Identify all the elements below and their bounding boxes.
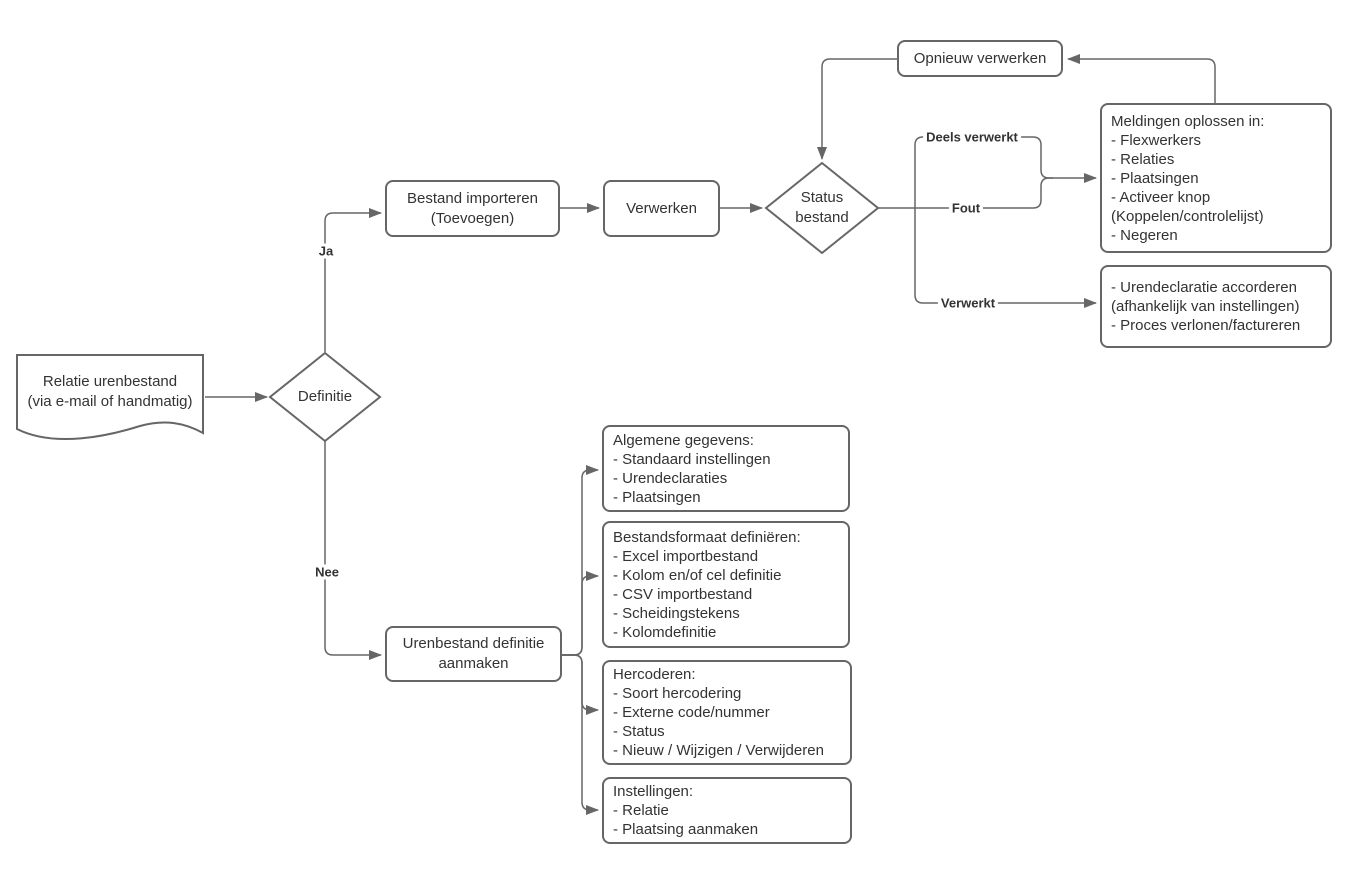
text-line: - Urendeclaratie accorderen xyxy=(1111,279,1297,296)
text-line: - Kolomdefinitie xyxy=(613,623,717,641)
edge-deels-verwerkt xyxy=(915,137,1053,208)
edge-label-deels-verwerkt: Deels verwerkt xyxy=(923,130,1021,145)
text-line: - Kolom en/of cel definitie xyxy=(613,566,782,584)
edge-nee xyxy=(325,441,381,655)
edge-label-verwerkt: Verwerkt xyxy=(938,296,998,311)
text-line: - Negeren xyxy=(1111,226,1178,244)
text-line: - Plaatsingen xyxy=(613,488,701,506)
text-line: - Plaatsingen xyxy=(1111,169,1199,187)
node-meldingen-oplossen xyxy=(1100,103,1332,253)
text-line: (Toevoegen) xyxy=(430,209,515,227)
text-line: - Excel importbestand xyxy=(613,547,759,565)
edge-def-to-bestandsformaat xyxy=(562,576,598,655)
text-line: Bestand importeren xyxy=(407,189,538,207)
node-relatie-urenbestand xyxy=(17,362,203,422)
node-urenbestand-definitie xyxy=(385,626,562,682)
text-line: Bestandsformaat definiëren: xyxy=(613,528,801,546)
text-line: - Urendeclaraties xyxy=(613,469,728,487)
text-line: - Relatie xyxy=(613,802,669,819)
text-line: Urenbestand definitie xyxy=(402,635,545,652)
node-opnieuw-verwerken xyxy=(897,40,1063,77)
text-line: Status xyxy=(800,189,844,206)
edge-label-nee: Nee xyxy=(312,565,342,580)
text-line: - Proces verlonen/factureren xyxy=(1111,317,1301,334)
edge-verwerkt xyxy=(915,208,1096,303)
text-line: (via e-mail of handmatig) xyxy=(27,393,193,410)
edge-label-ja: Ja xyxy=(316,244,336,259)
node-algemene-gegevens xyxy=(602,425,850,512)
node-status-bestand-label xyxy=(766,187,878,229)
text-line: - Status xyxy=(613,723,665,740)
edge-label-fout: Fout xyxy=(949,201,983,216)
edge-def-to-algemene xyxy=(562,470,598,655)
text-line: - Soort hercodering xyxy=(613,685,742,702)
text-line: - Flexwerkers xyxy=(1111,131,1202,149)
text-line: - CSV importbestand xyxy=(613,585,753,603)
text-line: aanmaken xyxy=(438,655,509,672)
node-verwerken xyxy=(603,180,720,237)
text-line: Relatie urenbestand xyxy=(42,373,178,390)
text-line: Hercoderen: xyxy=(613,666,696,683)
node-hercoderen xyxy=(602,660,852,765)
edge-fout xyxy=(878,178,1096,208)
text-line: (Koppelen/controlelijst) xyxy=(1111,207,1264,225)
text-line: Verwerken xyxy=(626,199,697,217)
text-line: - Nieuw / Wijzigen / Verwijderen xyxy=(613,742,824,759)
text-line: Definitie xyxy=(297,388,353,405)
text-line: - Standaard instellingen xyxy=(613,450,771,468)
node-bestand-importeren xyxy=(385,180,560,237)
text-line: Meldingen oplossen in: xyxy=(1111,112,1265,130)
text-line: Opnieuw verwerken xyxy=(913,49,1047,67)
text-line: (afhankelijk van instellingen) xyxy=(1111,298,1300,315)
text-line: - Plaatsing aanmaken xyxy=(613,821,759,838)
node-definitie-label xyxy=(270,387,380,407)
text-line: - Activeer knop xyxy=(1111,188,1211,206)
text-line: - Externe code/nummer xyxy=(613,704,770,721)
text-line: - Scheidingstekens xyxy=(613,604,740,622)
text-line: - Relaties xyxy=(1111,150,1175,168)
text-line: Instellingen: xyxy=(613,783,694,800)
text-line: Algemene gegevens: xyxy=(613,431,754,449)
edge-def-to-hercoderen xyxy=(562,655,598,710)
edge-ja xyxy=(325,213,381,352)
node-verwerkt-acties xyxy=(1100,265,1332,348)
edge-def-to-instellingen xyxy=(562,655,598,810)
edge-opnieuw-to-status xyxy=(822,59,897,159)
node-instellingen xyxy=(602,777,852,844)
node-bestandsformaat xyxy=(602,521,850,648)
edge-meldingen-to-opnieuw xyxy=(1068,59,1215,103)
text-line: bestand xyxy=(795,209,849,226)
